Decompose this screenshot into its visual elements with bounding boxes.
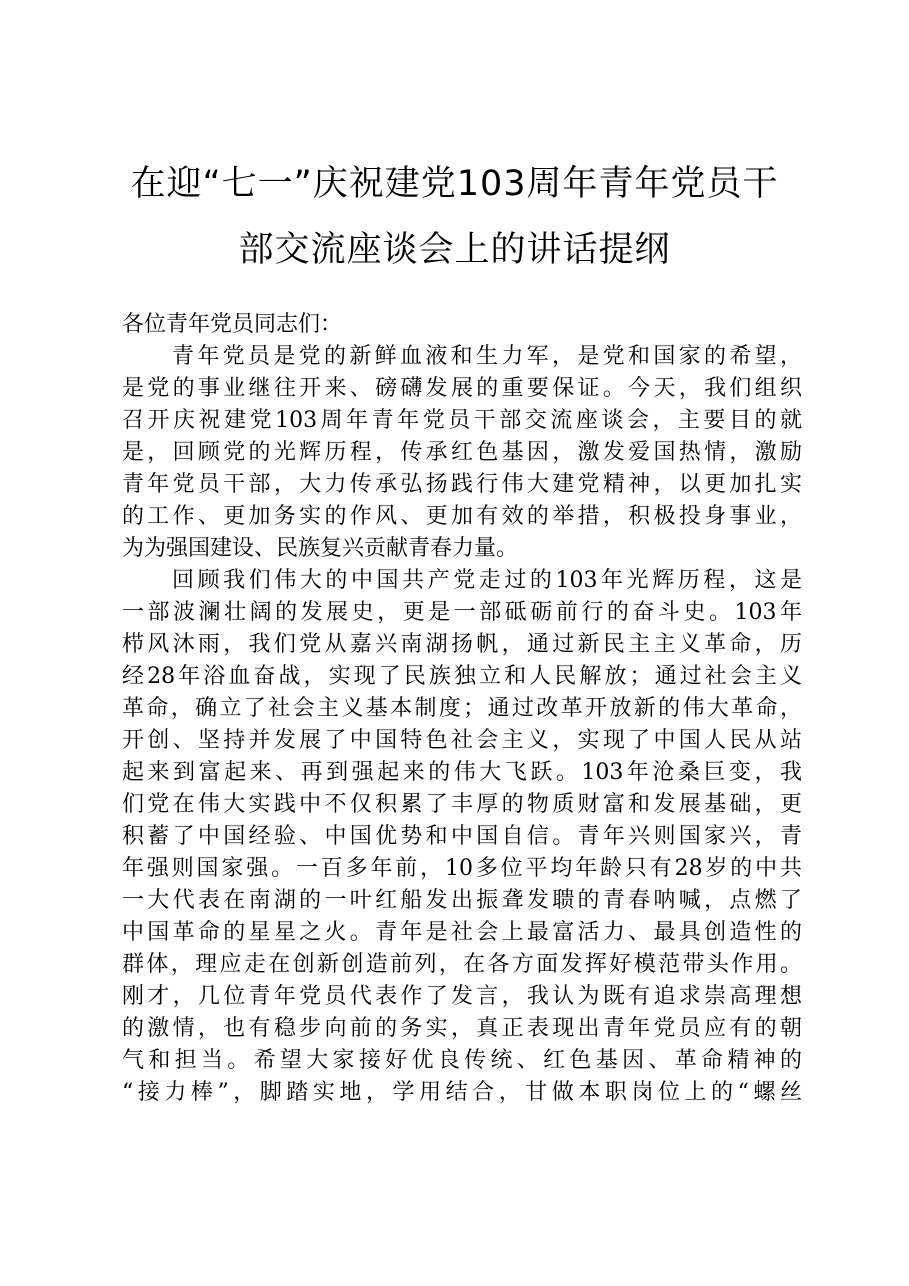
paragraph-line: 是，回顾党的光辉历程，传承红色基因，激发爱国热情，激励 — [122, 440, 802, 465]
paragraph-line: 起来到富起来、再到强起来的伟大飞跃。103年沧桑巨变，我 — [122, 760, 802, 785]
paragraph-line: 回顾我们伟大的中国共产党走过的103年光辉历程，这是 — [172, 568, 802, 593]
document-title-line-1: 在迎“七一”庆祝建党103周年青年党员干 — [130, 164, 779, 204]
paragraph-line: 的工作、更加务实的作风、更加有效的举措，积极投身事业， — [122, 504, 802, 529]
paragraph-line: 革命，确立了社会主义基本制度；通过改革开放新的伟大革命， — [122, 696, 802, 721]
paragraph-line: 群体，理应走在创新创造前列，在各方面发挥好模范带头作用。 — [122, 952, 802, 977]
paragraph-line: 刚才，几位青年党员代表作了发言，我认为既有追求崇高理想 — [122, 984, 802, 1009]
paragraph-line: 经28年浴血奋战，实现了民族独立和人民解放；通过社会主义 — [122, 664, 802, 689]
paragraph-line: 年强则国家强。一百多年前，10多位平均年龄只有28岁的中共 — [122, 856, 802, 881]
paragraph-line: 青年党员干部，大力传承弘扬践行伟大建党精神，以更加扎实 — [122, 472, 802, 497]
paragraph-line: 为为强国建设、民族复兴贡献青春力量。 — [122, 536, 519, 561]
paragraph-line: 们党在伟大实践中不仅积累了丰厚的物质财富和发展基础，更 — [122, 792, 802, 817]
paragraph-line: 开创、坚持并发展了中国特色社会主义，实现了中国人民从站 — [122, 728, 802, 753]
paragraph-line: 中国革命的星星之火。青年是社会上最富活力、最具创造性的 — [122, 920, 802, 945]
paragraph-line: “接力棒”，脚踏实地，学用结合，甘做本职岗位上的“螺丝 — [122, 1080, 802, 1105]
paragraph-line: 气和担当。希望大家接好优良传统、红色基因、革命精神的 — [122, 1048, 802, 1073]
paragraph-line: 召开庆祝建党103周年青年党员干部交流座谈会，主要目的就 — [122, 408, 802, 433]
paragraph-line: 一大代表在南湖的一叶红船发出振聋发聩的青春呐喊，点燃了 — [122, 888, 802, 913]
paragraph-line: 的激情，也有稳步向前的务实，真正表现出青年党员应有的朝 — [122, 1016, 802, 1041]
salutation: 各位青年党员同志们： — [122, 312, 343, 337]
paragraph-line: 栉风沐雨，我们党从嘉兴南湖扬帆，通过新民主主义革命，历 — [122, 632, 802, 657]
paragraph-line: 一部波澜壮阔的发展史，更是一部砥砺前行的奋斗史。103年 — [122, 600, 802, 625]
paragraph-line: 青年党员是党的新鲜血液和生力军，是党和国家的希望， — [172, 344, 802, 369]
paragraph-line: 是党的事业继往开来、磅礴发展的重要保证。今天，我们组织 — [122, 376, 802, 401]
paragraph-line: 积蓄了中国经验、中国优势和中国自信。青年兴则国家兴，青 — [122, 824, 802, 849]
document-title-line-2: 部交流座谈会上的讲话提纲 — [238, 230, 671, 270]
